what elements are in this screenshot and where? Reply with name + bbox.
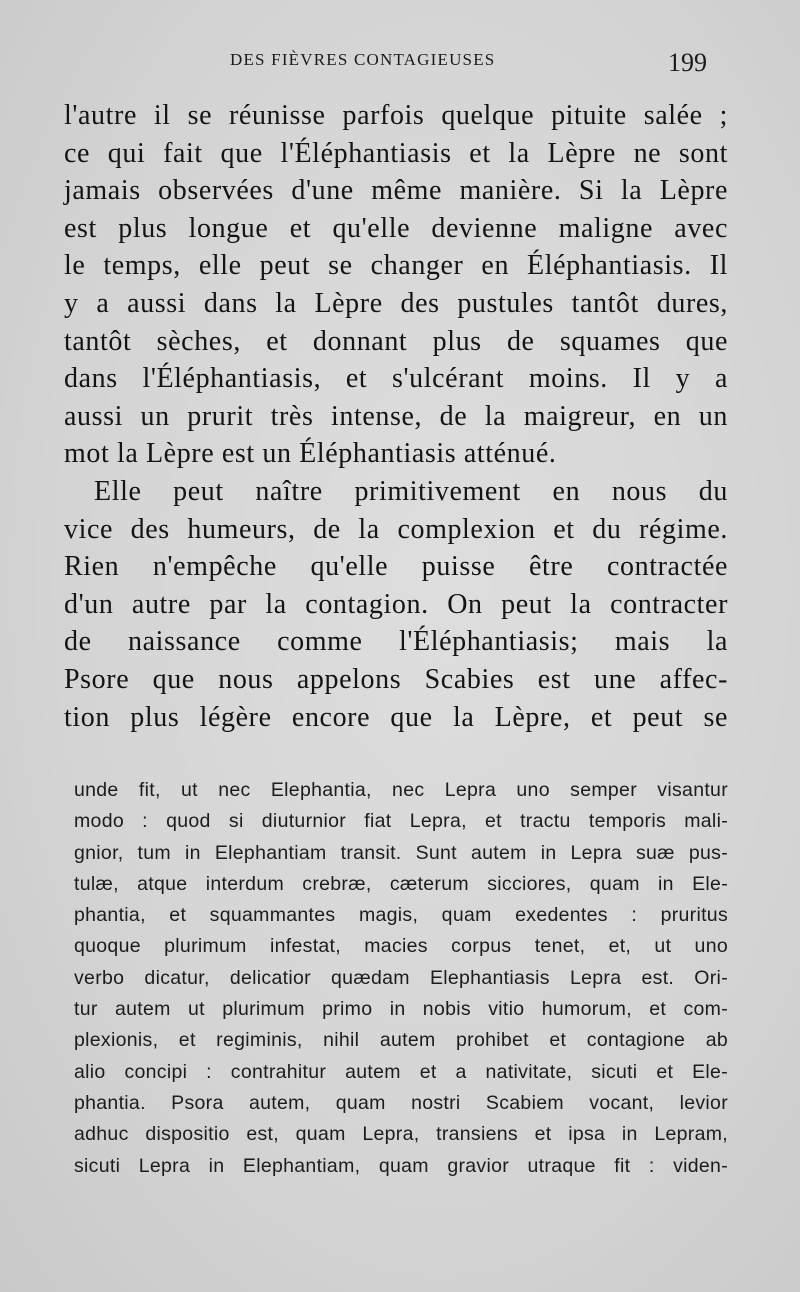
note-line: modo : quod si diuturnior fiat Lepra, et tractu temporis mali-	[74, 810, 728, 833]
text-line: Rien n'empêche qu'elle puisse être contractée	[64, 551, 728, 583]
text-line: aussi un prurit très intense, de la maigreur, en un	[64, 400, 728, 432]
note-line: tulæ, atque interdum crebræ, cæterum sicciores, quam in Ele-	[74, 872, 728, 895]
text-line: d'un autre par la contagion. On peut la contracter	[64, 588, 728, 620]
text-line: jamais observées d'une même manière. Si la Lèpre	[64, 175, 728, 207]
note-line: phantia, et squammantes magis, quam exedentes : pruritus	[74, 904, 728, 927]
note-line: phantia. Psora autem, quam nostri Scabiem vocant, levior	[74, 1091, 728, 1114]
note-line: tur autem ut plurimum primo in nobis vitio humorum, et com-	[74, 998, 728, 1021]
page-number: 199	[668, 48, 707, 77]
text-line: tantôt sèches, et donnant plus de squames que	[64, 325, 728, 357]
note-line: unde fit, ut nec Elephantia, nec Lepra uno semper visantur	[74, 779, 728, 801]
text-line: dans l'Éléphantiasis, et s'ulcérant moins. Il y a	[64, 363, 728, 395]
page-header	[0, 50, 800, 80]
text-line: vice des humeurs, de la complexion et du régime.	[64, 513, 728, 545]
text-line: mot la Lèpre est un Éléphantiasis atténué.	[64, 438, 557, 470]
note-line: alio concipi : contrahitur autem et a nativitate, sicuti et Ele-	[74, 1060, 728, 1083]
paragraph-start-line: Elle peut naître primitivement en nous du	[94, 475, 728, 507]
text-line: de naissance comme l'Éléphantiasis; mais la	[64, 626, 728, 658]
note-line: verbo dicatur, delicatior quædam Elephantiasis Lepra est. Ori-	[74, 966, 728, 989]
note-line: adhuc dispositio est, quam Lepra, transiens et ipsa in Lepram,	[74, 1123, 728, 1146]
text-line: est plus longue et qu'elle devienne maligne avec	[64, 212, 728, 244]
note-line: gnior, tum in Elephantiam transit. Sunt autem in Lepra suæ pus-	[74, 841, 728, 864]
text-line: ce qui fait que l'Éléphantiasis et la Lèpre ne sont	[64, 137, 728, 169]
text-line: le temps, elle peut se changer en Éléphantiasis. Il	[64, 250, 728, 282]
note-line: quoque plurimum infestat, macies corpus tenet, et, ut uno	[74, 935, 728, 958]
text-line: y a aussi dans la Lèpre des pustules tantôt dures,	[64, 287, 728, 319]
note-line: sicuti Lepra in Elephantiam, quam gravior utraque fit : viden-	[74, 1154, 728, 1177]
running-title: DES FIÈVRES CONTAGIEUSES	[230, 50, 496, 69]
note-line: plexionis, et regiminis, nihil autem prohibet et contagione ab	[74, 1029, 728, 1052]
text-line: l'autre il se réunisse parfois quelque pituite salée ;	[64, 100, 728, 131]
latin-original-note	[74, 775, 728, 1182]
text-line: tion plus légère encore que la Lèpre, et peut se	[64, 701, 728, 733]
french-translation-text	[64, 97, 728, 736]
text-line: Psore que nous appelons Scabies est une affec-	[64, 663, 728, 695]
